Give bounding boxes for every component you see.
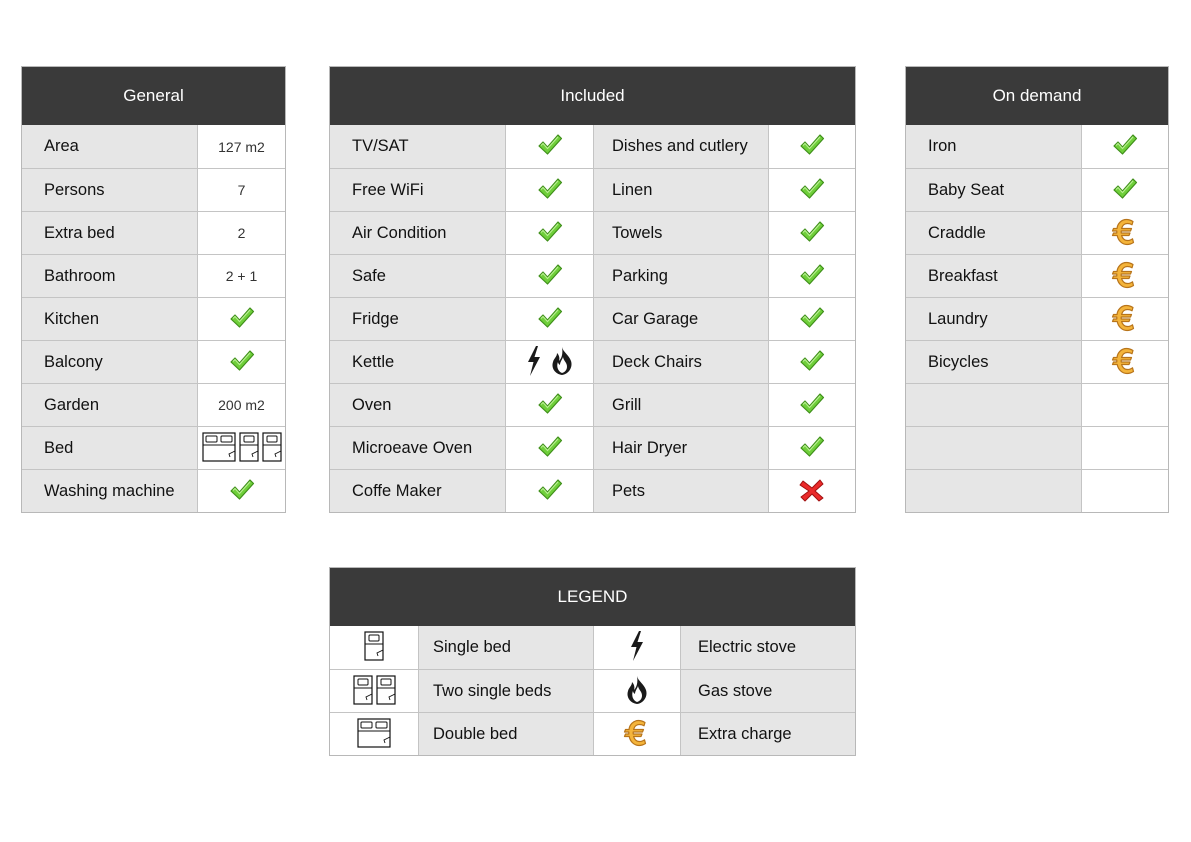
on-demand-row [906, 125, 1168, 168]
single-bed-icon [262, 432, 282, 465]
on-demand-label: Laundry [928, 309, 988, 328]
included-row [330, 254, 855, 297]
included-label: Oven [352, 395, 392, 414]
legend-label: Two single beds [433, 681, 552, 700]
general-label: Bathroom [44, 266, 116, 285]
on-demand-label: Baby Seat [928, 180, 1005, 199]
general-row [22, 297, 285, 340]
single-bed-icon [239, 432, 259, 465]
general-value: 200 m2 [218, 397, 265, 413]
general-row [22, 469, 285, 512]
euro-icon [1111, 217, 1139, 250]
on-demand-row [906, 254, 1168, 297]
general-row [22, 426, 285, 469]
included-row [330, 211, 855, 254]
on-demand-label: Bicycles [928, 352, 989, 371]
check-icon [799, 392, 825, 419]
included-label: Fridge [352, 309, 399, 328]
general-value: 2 [237, 225, 246, 241]
legend-label: Gas stove [698, 681, 773, 700]
check-icon [537, 220, 563, 247]
on-demand-row [906, 469, 1168, 512]
general-label: Garden [44, 395, 100, 414]
general-row [22, 340, 285, 383]
electric-stove-icon [628, 630, 646, 665]
check-icon [799, 306, 825, 333]
on-demand-row [906, 426, 1168, 469]
included-label: Air Condition [352, 223, 447, 242]
included-label: Car Garage [612, 309, 699, 328]
included-label: Dishes and cutlery [612, 137, 748, 155]
on-demand-title: On demand [906, 67, 1168, 125]
on-demand-row [906, 211, 1168, 254]
on-demand-panel [905, 66, 1169, 513]
legend-label: Single bed [433, 638, 511, 656]
general-row [22, 125, 285, 168]
check-icon [537, 177, 563, 204]
included-label: Safe [352, 266, 386, 285]
single-bed-icon [364, 631, 384, 664]
general-row [22, 211, 285, 254]
on-demand-row [906, 297, 1168, 340]
check-icon [799, 435, 825, 462]
general-label: Extra bed [44, 223, 115, 242]
general-row [22, 168, 285, 211]
euro-icon [1111, 346, 1139, 379]
included-title: Included [330, 67, 855, 125]
double-bed-icon [357, 718, 391, 751]
check-icon [537, 478, 563, 505]
included-row [330, 383, 855, 426]
general-title: General [22, 67, 285, 125]
check-icon [229, 349, 255, 376]
on-demand-row [906, 340, 1168, 383]
check-icon [799, 177, 825, 204]
electric-icon [525, 345, 543, 380]
check-icon [229, 306, 255, 333]
check-icon [537, 435, 563, 462]
check-icon [799, 220, 825, 247]
check-icon [537, 133, 563, 160]
legend-title: LEGEND [330, 568, 855, 626]
legend-label: Extra charge [698, 724, 792, 743]
included-row [330, 340, 855, 383]
general-label: Kitchen [44, 309, 100, 328]
euro-icon [1111, 303, 1139, 336]
two-single-beds-icon [353, 675, 396, 708]
included-row [330, 469, 855, 512]
general-label: Bed [44, 438, 74, 457]
general-label: Area [44, 137, 79, 155]
included-row [330, 125, 855, 168]
general-value: 2 + 1 [225, 268, 258, 284]
general-row [22, 383, 285, 426]
check-icon [537, 306, 563, 333]
euro-icon [623, 718, 651, 751]
on-demand-row [906, 168, 1168, 211]
general-label: Persons [44, 180, 105, 199]
included-panel [329, 66, 856, 513]
general-value: 7 [237, 182, 246, 198]
check-icon [799, 263, 825, 290]
on-demand-label: Breakfast [928, 266, 998, 285]
euro-icon [1111, 260, 1139, 293]
check-icon [229, 478, 255, 505]
included-label: Parking [612, 266, 668, 285]
general-panel [21, 66, 286, 513]
legend-row [330, 626, 855, 669]
general-label: Washing machine [44, 481, 175, 500]
legend-panel [329, 567, 856, 756]
included-label: Grill [612, 395, 642, 414]
legend-row [330, 669, 855, 712]
included-label: TV/SAT [352, 137, 409, 155]
included-row [330, 426, 855, 469]
check-icon [537, 263, 563, 290]
legend-label: Double bed [433, 724, 518, 743]
included-label: Hair Dryer [612, 438, 688, 457]
included-label: Pets [612, 481, 646, 500]
check-icon [1112, 133, 1138, 160]
included-label: Deck Chairs [612, 352, 702, 371]
check-icon [537, 392, 563, 419]
general-label: Balcony [44, 352, 103, 371]
on-demand-label: Craddle [928, 223, 986, 242]
included-label: Linen [612, 180, 653, 199]
general-value: 127 m2 [218, 138, 265, 155]
general-row [22, 254, 285, 297]
legend-row [330, 712, 855, 755]
included-label: Coffe Maker [352, 481, 442, 500]
check-icon [799, 349, 825, 376]
gas-icon [549, 346, 575, 379]
cross-icon [799, 478, 825, 505]
included-row [330, 168, 855, 211]
on-demand-label: Iron [928, 137, 957, 155]
gas-stove-icon [624, 675, 650, 708]
legend-label: Electric stove [698, 638, 797, 656]
check-icon [799, 133, 825, 160]
on-demand-row [906, 383, 1168, 426]
included-label: Towels [612, 223, 663, 242]
check-icon [1112, 177, 1138, 204]
double-bed-icon [202, 432, 236, 465]
included-label: Free WiFi [352, 180, 424, 199]
included-label: Kettle [352, 352, 395, 371]
included-row [330, 297, 855, 340]
included-label: Microeave Oven [352, 438, 473, 457]
